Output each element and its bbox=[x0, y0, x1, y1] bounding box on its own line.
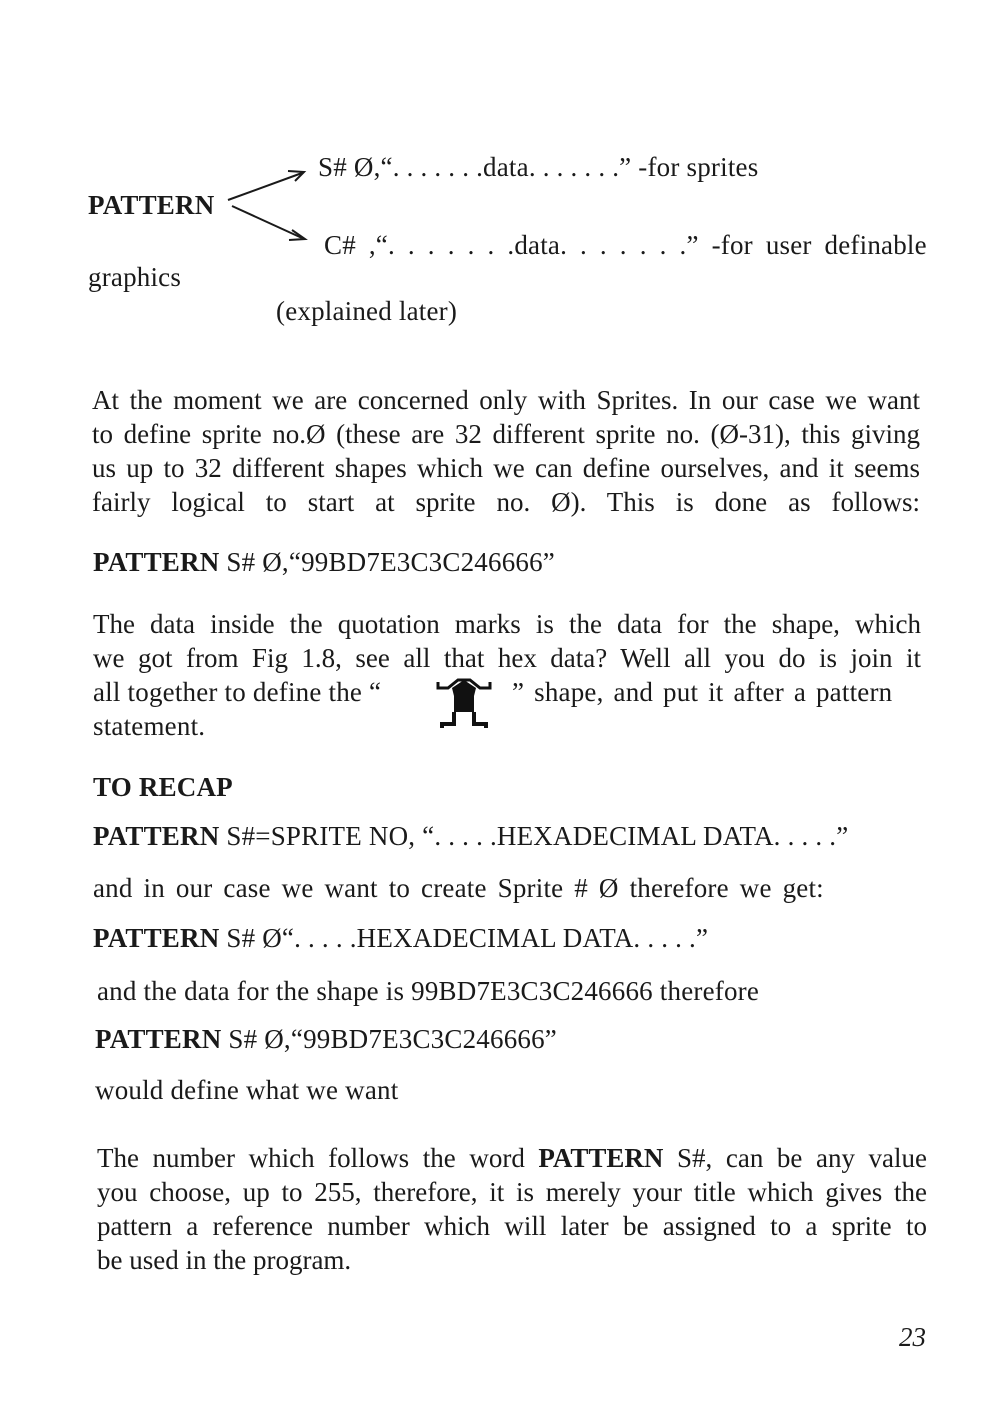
recap-line-2: and in our case we want to create Sprite # Ø therefore we get: bbox=[93, 873, 824, 903]
intro-paragraph bbox=[92, 383, 920, 519]
intro-line: to define sprite no.Ø (these are 32 different sprite no. (Ø-31), this giving bbox=[92, 419, 920, 449]
pattern-label: PATTERN bbox=[88, 190, 215, 220]
final-text: S#, can be any value bbox=[663, 1143, 927, 1173]
pattern-keyword: PATTERN bbox=[538, 1143, 664, 1173]
explanation-line: we got from Fig 1.8, see all that hex data? Well all you do is join it bbox=[93, 643, 921, 673]
explanation-line-3b: ” shape, and put it after a pattern bbox=[512, 677, 893, 707]
recap-pattern-syntax bbox=[93, 819, 848, 853]
recap-pattern-final bbox=[95, 1022, 557, 1056]
final-line: be used in the program. bbox=[97, 1245, 352, 1275]
intro-line: fairly logical to start at sprite no. Ø). This is done as follows: bbox=[92, 487, 920, 517]
pattern-keyword: PATTERN bbox=[93, 821, 220, 851]
explained-later-note: (explained later) bbox=[276, 296, 458, 326]
recap-line-4: and the data for the shape is 99BD7E3C3C246666 therefore bbox=[97, 976, 760, 1006]
graphics-word: graphics bbox=[88, 262, 182, 292]
explanation-line: The data inside the quotation marks is the data for the shape, which bbox=[93, 609, 921, 639]
recap-pattern-sprite-0 bbox=[93, 921, 708, 955]
pattern-example-1 bbox=[93, 545, 555, 579]
explanation-line-3a: all together to define the “ bbox=[93, 677, 382, 707]
intro-line: At the moment we are concerned only with Sprites. In our case we want bbox=[92, 385, 920, 415]
page-number: 23 bbox=[899, 1322, 926, 1352]
sprite-figure-icon bbox=[434, 676, 494, 732]
intro-line: us up to 32 different shapes which we can define ourselves, and it seems bbox=[92, 453, 920, 483]
explanation-paragraph bbox=[93, 607, 921, 675]
pattern-args: S# Ø“. . . . .HEXADECIMAL DATA. . . . .” bbox=[219, 923, 709, 953]
pattern-args: S#=SPRITE NO, “. . . . .HEXADECIMAL DATA. . . . .” bbox=[219, 821, 849, 851]
pattern-keyword: PATTERN bbox=[93, 547, 220, 577]
recap-line-6: would define what we want bbox=[95, 1075, 399, 1105]
explanation-line-4: statement. bbox=[93, 711, 206, 741]
user-graphics-option: C# ,“. . . . . . .data. . . . . . .” -for user definable bbox=[324, 230, 927, 260]
recap-heading: TO RECAP bbox=[93, 772, 233, 802]
final-line: you choose, up to 255, therefore, it is merely your title which gives the bbox=[97, 1177, 927, 1207]
pattern-keyword: PATTERN bbox=[93, 923, 220, 953]
final-paragraph bbox=[97, 1141, 927, 1277]
pattern-args: S# Ø,“99BD7E3C3C246666” bbox=[221, 1024, 557, 1054]
final-text: The number which follows the word bbox=[97, 1143, 539, 1173]
final-line-1 bbox=[97, 1141, 927, 1175]
pattern-keyword: PATTERN bbox=[95, 1024, 222, 1054]
final-line: pattern a reference number which will later be assigned to a sprite to bbox=[97, 1211, 927, 1241]
sprites-option: S# Ø,“. . . . . . .data. . . . . . .” -for sprites bbox=[318, 152, 759, 182]
pattern-args: S# Ø,“99BD7E3C3C246666” bbox=[219, 547, 555, 577]
